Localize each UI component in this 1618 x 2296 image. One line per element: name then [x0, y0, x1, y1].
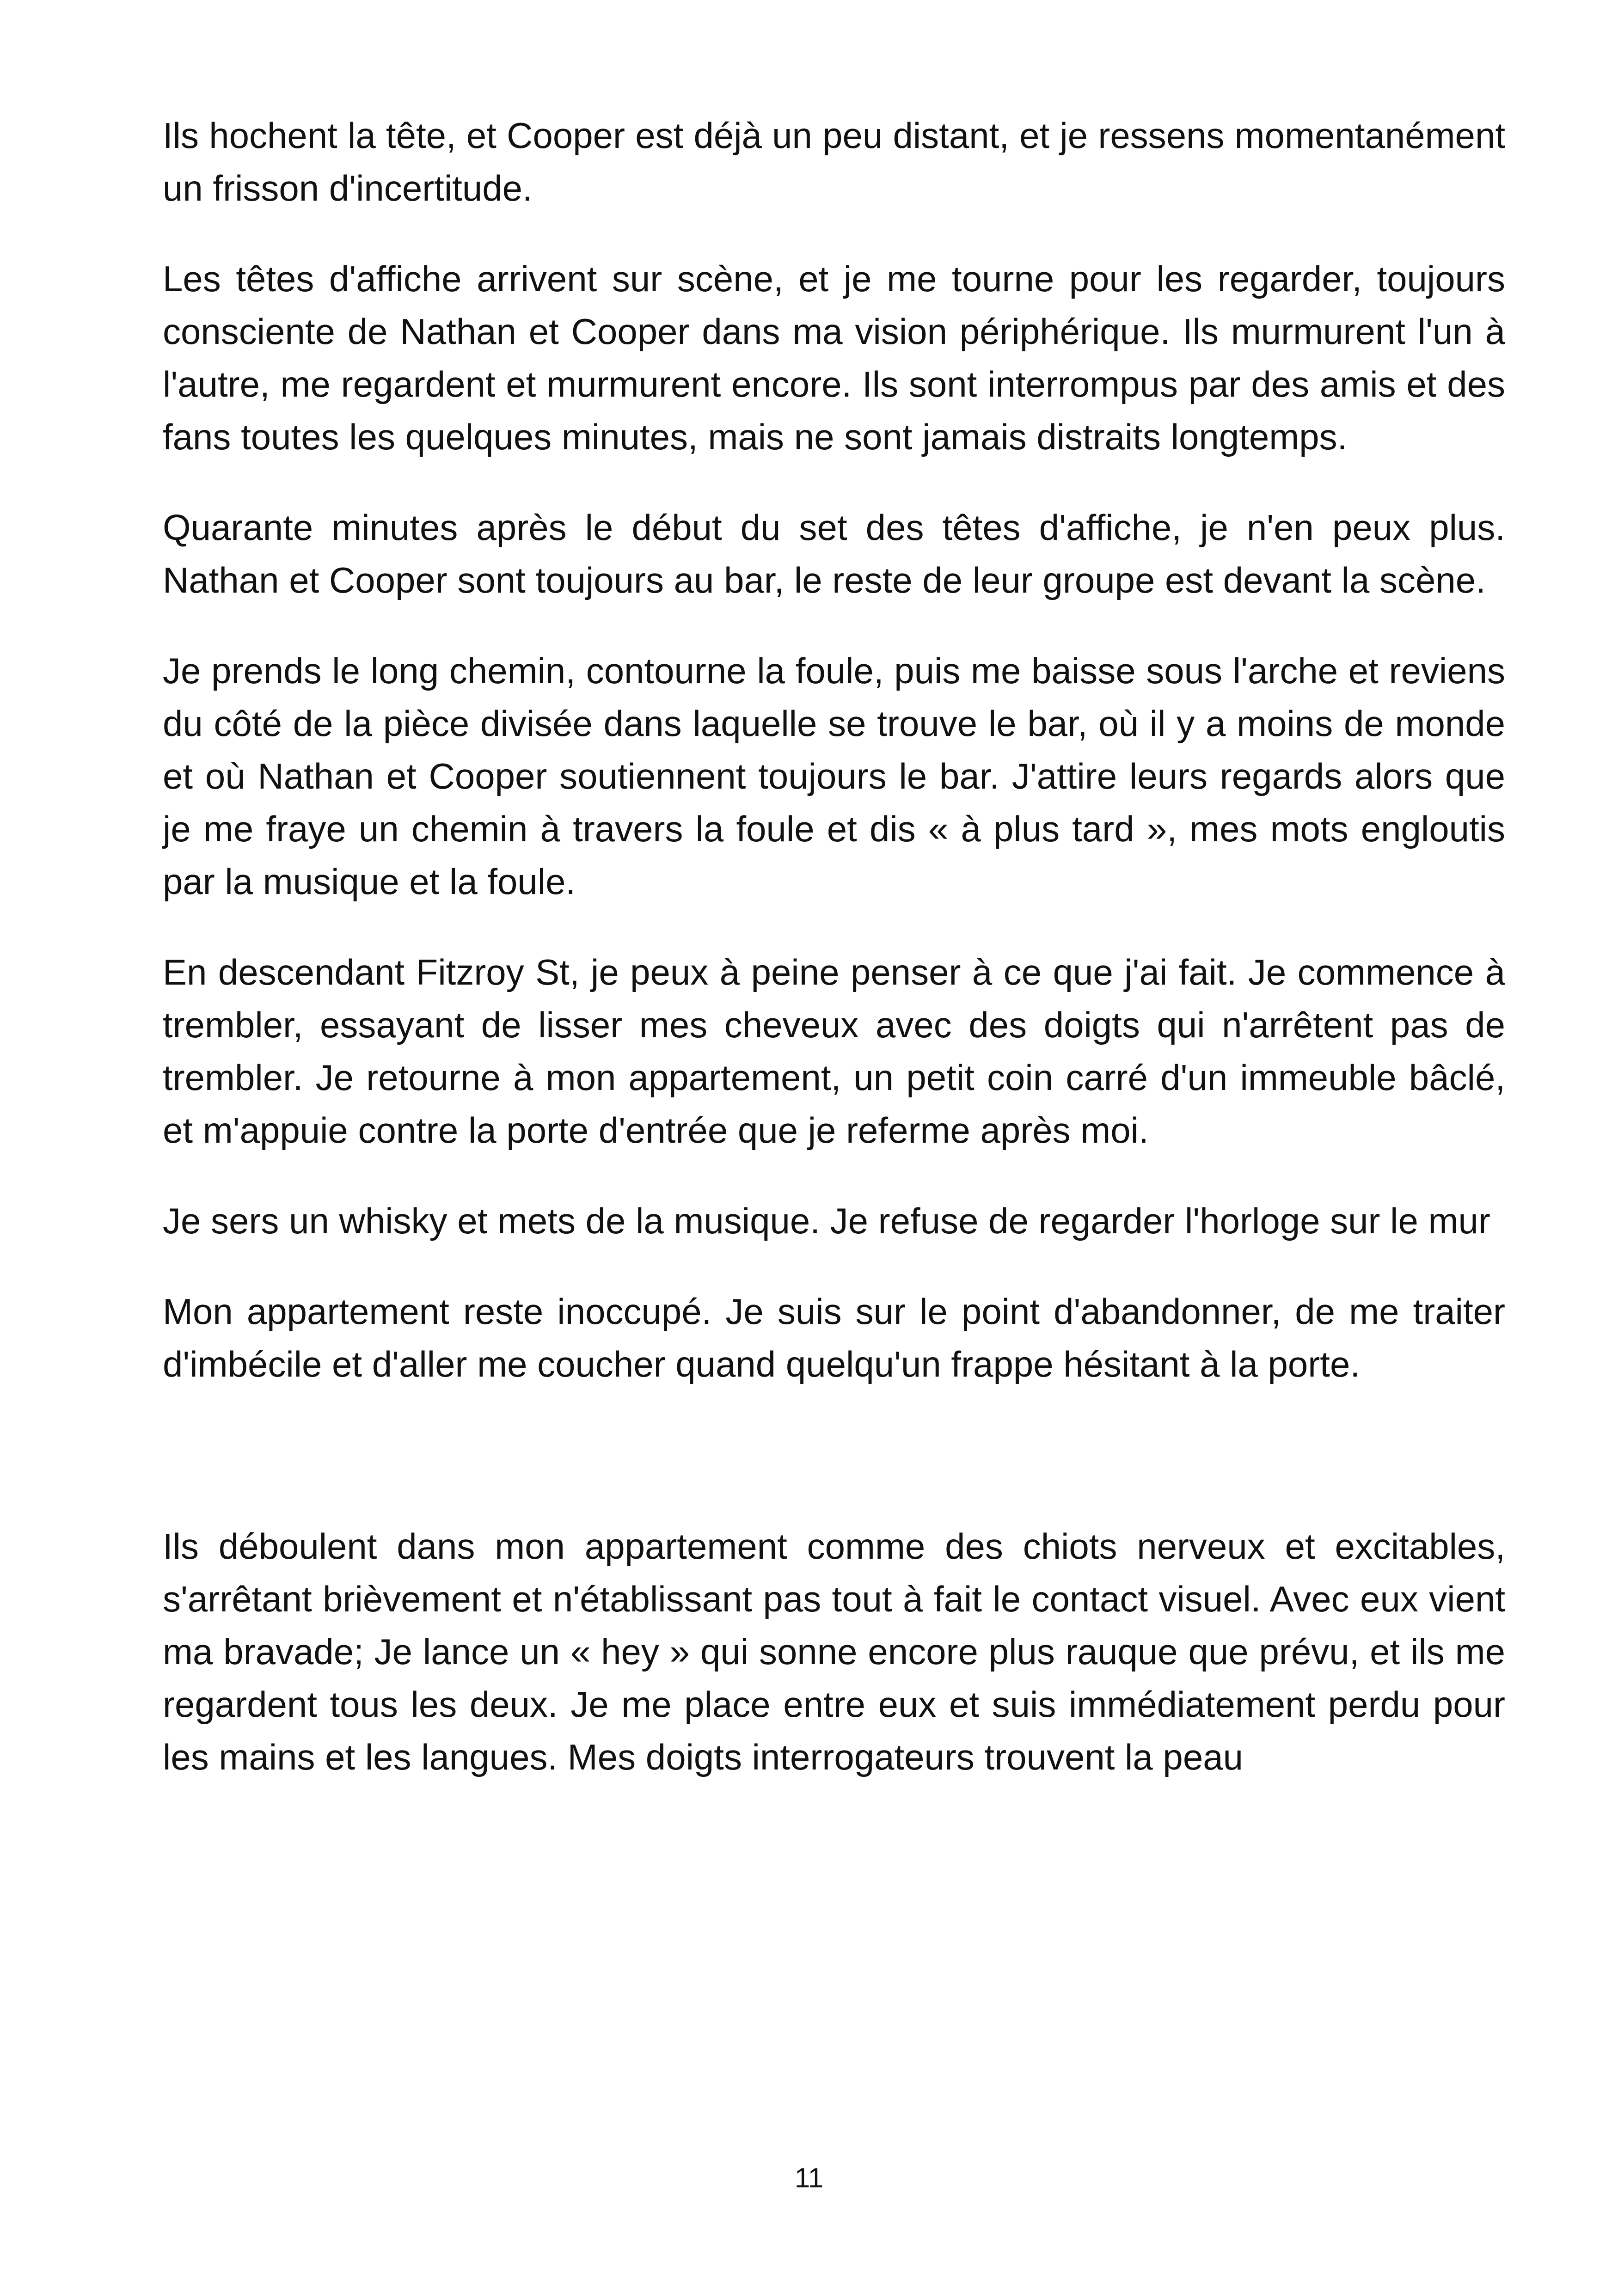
paragraph: Ils hochent la tête, et Cooper est déjà un peu distant, et je ressens momentanément un frisson d'incertitude.	[163, 115, 1505, 208]
paragraph: Mon appartement reste inoccupé. Je suis sur le point d'abandonner, de me traiter d'imbécile et d'aller me coucher quand quelqu'un frappe hésitant à la porte.	[163, 1291, 1505, 1384]
body-text	[163, 109, 1505, 1821]
paragraph: Quarante minutes après le début du set des têtes d'affiche, je n'en peux plus. Nathan et Cooper sont toujours au bar, le reste de leur groupe est devant la scène.	[163, 507, 1505, 600]
paragraph: Ils déboulent dans mon appartement comme des chiots nerveux et excitables, s'arrêtant brièvement et n'établissant pas tout à fait le contact visuel. Avec eux vient ma bravade; Je lance un « hey » qui sonne encore plus rauque que prévu, et ils me regardent tous les deux. Je me place entre eux et suis immédiatement perdu pour les mains et les langues. Mes doigts interrogateurs trouvent la peau	[163, 1526, 1505, 1777]
paragraph: Je sers un whisky et mets de la musique. Je refuse de regarder l'horloge sur le mur	[163, 1200, 1490, 1241]
paragraph: Je prends le long chemin, contourne la foule, puis me baisse sous l'arche et reviens du côté de la pièce divisée dans laquelle se trouve le bar, où il y a moins de monde et où Nathan et Cooper soutiennent toujours le bar. J'attire leurs regards alors que je me fraye un chemin à travers la foule et dis « à plus tard », mes mots engloutis par la musique et la foule.	[163, 650, 1505, 902]
paragraph: Les têtes d'affiche arrivent sur scène, et je me tourne pour les regarder, toujours consciente de Nathan et Cooper dans ma vision périphérique. Ils murmurent l'un à l'autre, me regardent et murmurent encore. Ils sont interrompus par des amis et des fans toutes les quelques minutes, mais ne sont jamais distraits longtemps.	[163, 258, 1505, 457]
page-number: 11	[794, 2162, 824, 2193]
paragraph: En descendant Fitzroy St, je peux à peine penser à ce que j'ai fait. Je commence à trembler, essayant de lisser mes cheveux avec des doigts qui n'arrêtent pas de trembler. Je retourne à mon appartement, un petit coin carré d'un immeuble bâclé, et m'appuie contre la porte d'entrée que je referme après moi.	[163, 952, 1505, 1151]
